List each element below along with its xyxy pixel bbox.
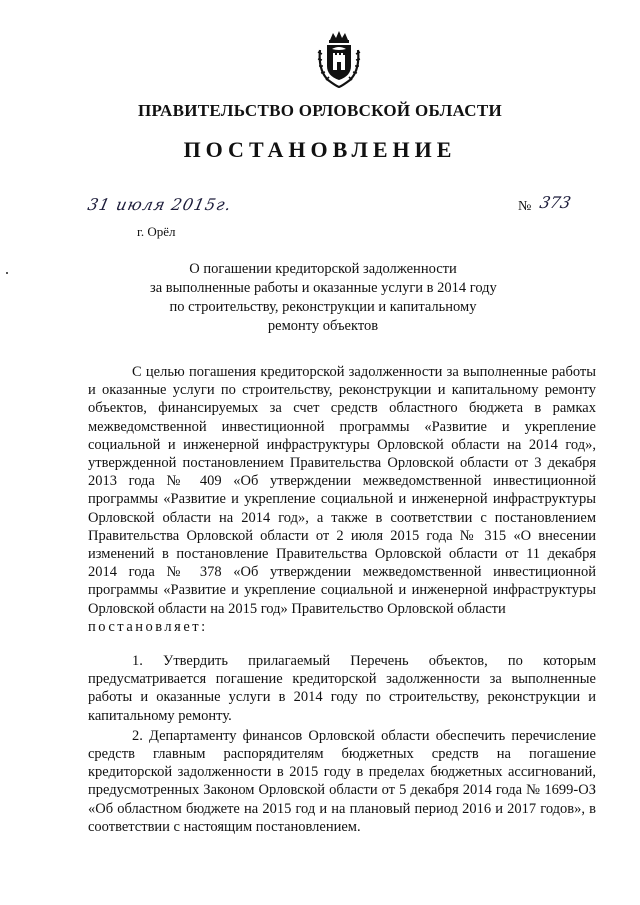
subject-line: по строительству, реконструкции и капитальному (169, 299, 477, 315)
government-name: ПРАВИТЕЛЬСТВО ОРЛОВСКОЙ ОБЛАСТИ (137, 101, 503, 120)
number-label: № (518, 199, 532, 214)
oryol-oblast-coat-of-arms-icon (316, 30, 362, 88)
item-1-paragraph: 1. Утвердить прилагаемый Перечень объектов, по которым предусматривается погашение кредиторской задолженности за выполненные работы и оказанные услуги в 2014 году по строительству, реконструкции и капитальному ремонту. (88, 653, 596, 724)
city: г. Орёл (137, 224, 176, 239)
handwritten-date: 31 июля 2015г. (85, 195, 234, 214)
decree-line (88, 618, 596, 636)
document-subject (150, 260, 496, 336)
subject-line: О погашении кредиторской задолженности (189, 261, 457, 277)
subject-line: за выполненные работы и оказанные услуги в 2014 году (150, 280, 497, 296)
subject-line: ремонту объектов (267, 318, 379, 334)
handwritten-number: 373 (537, 193, 573, 212)
decree-word: постановляет: (88, 618, 208, 635)
document-type: ПОСТАНОВЛЕНИЕ (183, 137, 457, 162)
document-body (88, 363, 596, 836)
item-2-paragraph: 2. Департаменту финансов Орловской области обеспечить перечисление средств главным распорядителям бюджетных средств на погашение кредиторской задолженности в 2015 году в пределах бюджетных ассигнований, предусмотренных Законом Орловской области от 5 декабря 2014 года № 1699-ОЗ «Об областном бюджете на 2015 год и на плановый период 2016 и 2017 годов», в соответствии с настоящим постановлением. (88, 727, 596, 835)
margin-mark (6, 272, 8, 274)
preamble-paragraph: С целью погашения кредиторской задолженности за выполненные работы и оказанные услуги по строительству, реконструкции и капитальному ремонту объектов, финансируемых за счет средств областного бюджета в рамках межведомственной инвестиционной программы «Развитие и укрепление социальной и инженерной инфраструктуры Орловской области на 2014 год», утвержденной постановлением Правительства Орловской области от 3 декабря 2013 года № 409 «Об утверждении межведомственной инвестиционной программы «Развитие и укрепление социальной и инженерной инфраструктуры Орловской области на 2014 год», а также в соответствии с постановлением Правительства Орловской области от 2 июля 2015 года № 315 «О внесении изменений в постановление Правительства Орловской области от 11 декабря 2014 года № 378 «Об утверждении межведомственной инвестиционной программы «Развитие и укрепление социальной и инженерной инфраструктуры Орловской области на 2015 год» Правительство Орловской области (88, 364, 596, 617)
